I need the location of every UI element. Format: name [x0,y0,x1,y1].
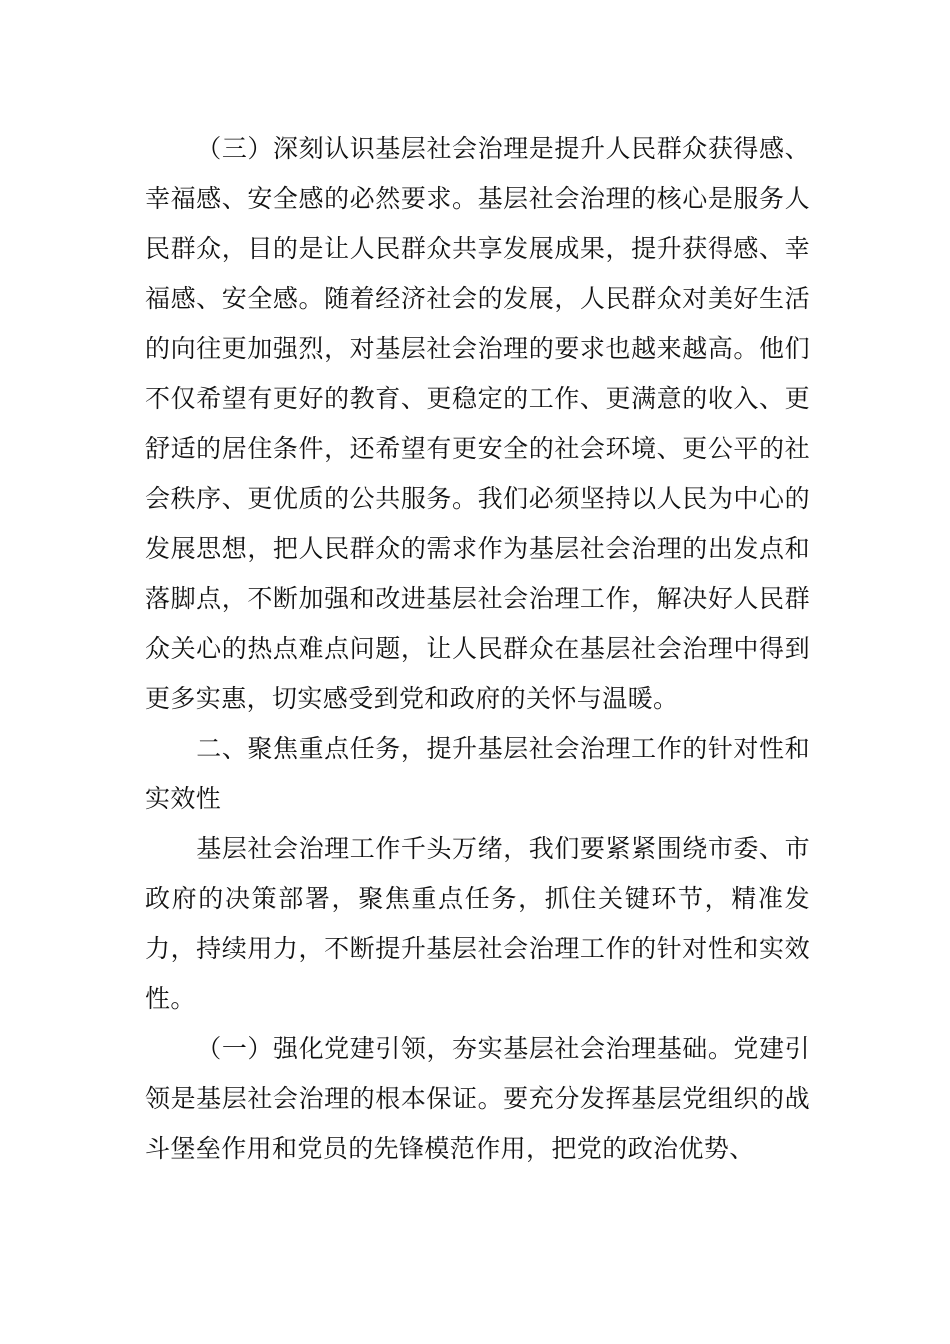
document-body [145,124,810,1174]
paragraph-subsection-one: （一）强化党建引领，夯实基层社会治理基础。党建引领是基层社会治理的根本保证。要充分发挥基层党组织的战斗堡垒作用和党员的先锋模范作用，把党的政治优势、 [145,1034,810,1163]
paragraph-section-intro: 基层社会治理工作千头万绪，我们要紧紧围绕市委、市政府的决策部署，聚焦重点任务，抓住关键环节，精准发力，持续用力，不断提升基层社会治理工作的针对性和实效性。 [145,834,810,1013]
paragraph-subsection-three: （三）深刻认识基层社会治理是提升人民群众获得感、幸福感、安全感的必然要求。基层社会治理的核心是服务人民群众，目的是让人民群众共享发展成果，提升获得感、幸福感、安全感。随着经济社会的发展，人民群众对美好生活的向往更加强烈，对基层社会治理的要求也越来越高。他们不仅希望有更好的教育、更稳定的工作、更满意的收入、更舒适的居住条件，还希望有更安全的社会环境、更公平的社会秩序、更优质的公共服务。我们必须坚持以人民为中心的发展思想，把人民群众的需求作为基层社会治理的出发点和落脚点，不断加强和改进基层社会治理工作，解决好人民群众关心的热点难点问题，让人民群众在基层社会治理中得到更多实惠，切实感受到党和政府的关怀与温暖。 [145,134,810,713]
section-heading-two: 二、聚焦重点任务，提升基层社会治理工作的针对性和实效性 [145,734,810,813]
